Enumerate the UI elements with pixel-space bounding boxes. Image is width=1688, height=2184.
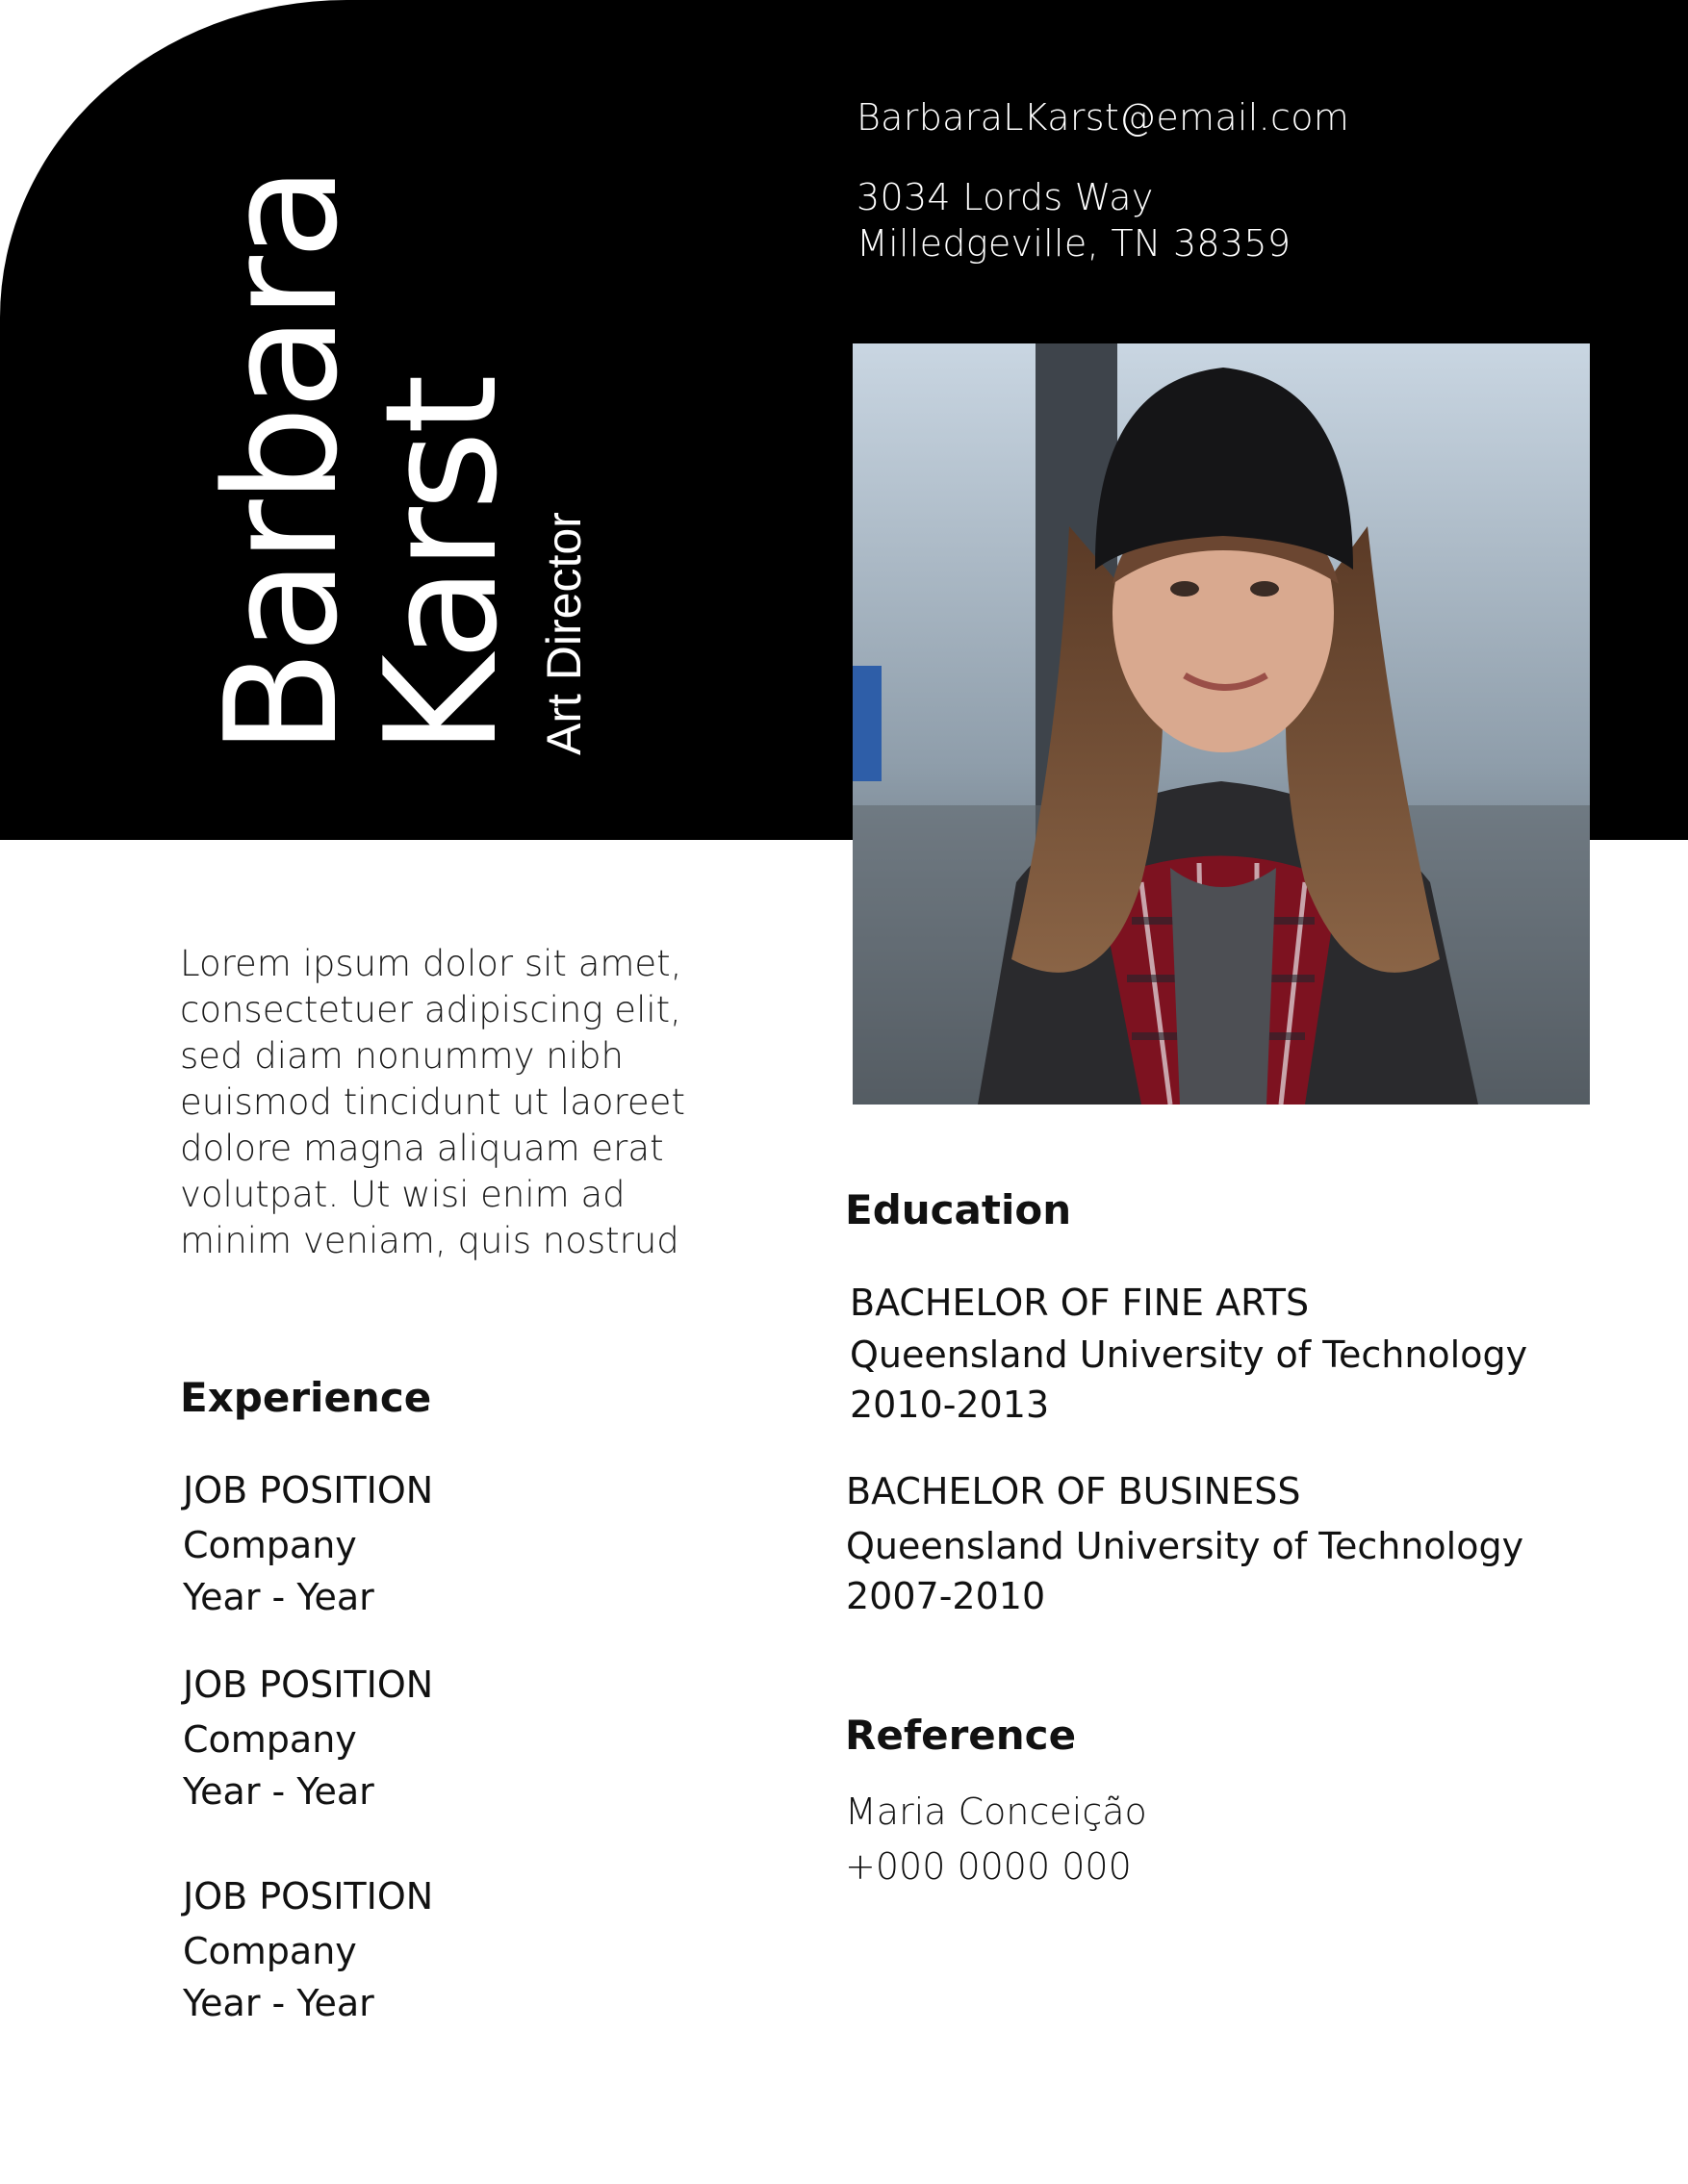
job-company: Company [183, 1718, 357, 1761]
reference-phone: +000 0000 000 [845, 1845, 1132, 1888]
reference-heading: Reference [845, 1712, 1077, 1759]
job-title: Art Director [537, 512, 591, 755]
address-line-2: Milledgeville, TN 38359 [857, 222, 1292, 265]
education-heading: Education [845, 1186, 1072, 1233]
summary-line: Lorem ipsum dolor sit amet, [180, 943, 682, 984]
address-line-1: 3034 Lords Way [857, 176, 1154, 218]
job-company: Company [183, 1524, 357, 1566]
reference-name: Maria Conceição [845, 1790, 1147, 1833]
email-text: BarbaraLKarst@email.com [857, 96, 1350, 139]
degree-title: BACHELOR OF FINE ARTS [850, 1282, 1310, 1324]
summary-line: sed diam nonummy nibh [180, 1035, 624, 1077]
job-position: JOB POSITION [183, 1663, 434, 1706]
summary-line: volutpat. Ut wisi enim ad [180, 1174, 626, 1215]
job-position: JOB POSITION [183, 1469, 434, 1511]
summary-line: minim veniam, quis nostrud [180, 1220, 679, 1261]
summary-paragraph [180, 941, 719, 1264]
experience-heading: Experience [180, 1374, 432, 1421]
summary-line: dolore magna aliquam erat [180, 1128, 664, 1169]
name-block [192, 159, 593, 755]
degree-title: BACHELOR OF BUSINESS [846, 1470, 1301, 1512]
first-name: Barbara [192, 168, 371, 755]
summary-line: euismod tincidunt ut laoreet [180, 1081, 685, 1123]
job-years: Year - Year [183, 1576, 374, 1618]
profile-photo [853, 343, 1590, 1105]
last-name: Karst [351, 377, 531, 755]
job-position: JOB POSITION [183, 1875, 434, 1917]
degree-years: 2007-2010 [846, 1575, 1046, 1617]
job-company: Company [183, 1930, 357, 1972]
school-name: Queensland University of Technology [850, 1333, 1528, 1376]
school-name: Queensland University of Technology [846, 1525, 1524, 1567]
summary-line: consectetuer adipiscing elit, [180, 989, 681, 1030]
job-years: Year - Year [183, 1982, 374, 2024]
job-years: Year - Year [183, 1770, 374, 1813]
portrait-photo-icon [853, 343, 1590, 1105]
degree-years: 2010-2013 [850, 1384, 1050, 1426]
